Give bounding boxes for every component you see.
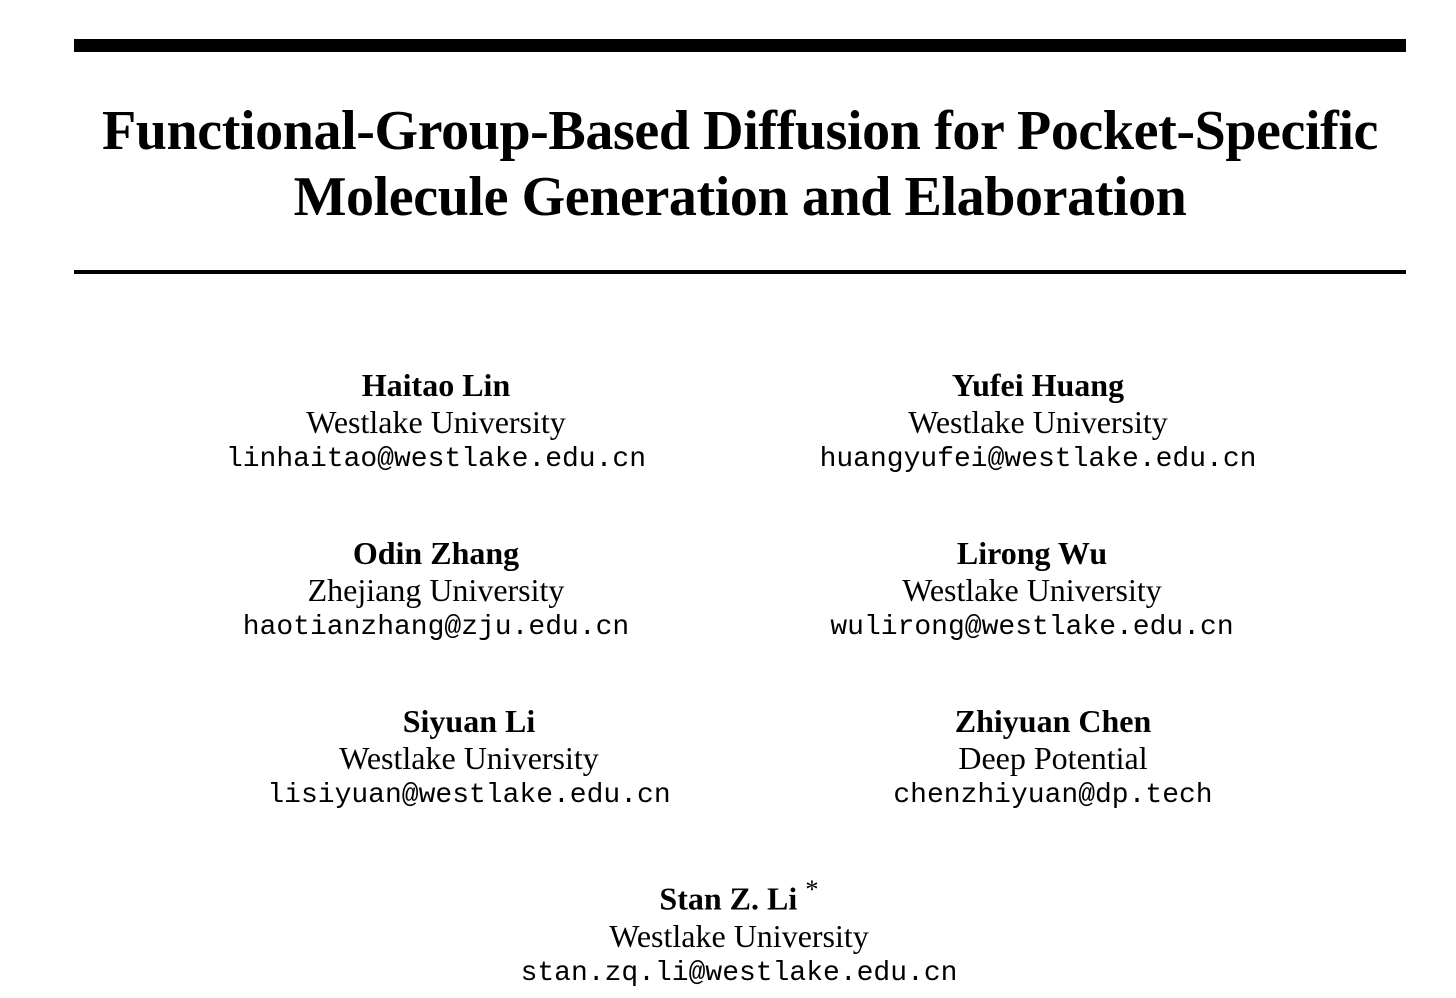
author-block [738,367,1338,479]
author-affiliation: Zhejiang University [307,572,565,608]
author-block [753,703,1353,815]
author-name: Lirong Wu [956,535,1108,571]
author-affiliation: Westlake University [908,404,1168,440]
author-name: Odin Zhang [352,535,520,571]
author-email: lisiyuan@westlake.edu.cn [267,780,671,811]
author-name: Stan Z. Li [659,880,798,917]
author-name-line [439,871,1039,918]
author-affiliation: Westlake University [902,572,1162,608]
paper-title-line-2: Molecule Generation and Elaboration [293,166,1187,228]
author-block [732,535,1332,647]
author-email: chenzhiyuan@dp.tech [893,780,1213,811]
author-block [439,871,1039,993]
author-name: Siyuan Li [402,703,536,739]
title-top-rule [74,39,1406,52]
author-name: Yufei Huang [951,367,1125,403]
author-block [169,703,769,815]
author-email: haotianzhang@zju.edu.cn [242,612,630,643]
author-name: Zhiyuan Chen [954,703,1152,739]
author-email: wulirong@westlake.edu.cn [830,612,1234,643]
title-bottom-rule [74,270,1406,274]
author-block [136,535,736,647]
author-affiliation: Deep Potential [958,740,1148,776]
paper-title [60,98,1420,230]
paper-title-line-1: Functional-Group-Based Diffusion for Pocket-Specific [101,100,1378,162]
author-name: Haitao Lin [361,367,511,403]
corresponding-author-marker: * [805,874,819,904]
author-email: stan.zq.li@westlake.edu.cn [520,957,958,989]
author-affiliation: Westlake University [609,917,869,954]
author-affiliation: Westlake University [306,404,566,440]
author-affiliation: Westlake University [339,740,599,776]
author-block [136,367,736,479]
author-email: linhaitao@westlake.edu.cn [225,444,647,475]
author-email: huangyufei@westlake.edu.cn [819,444,1257,475]
